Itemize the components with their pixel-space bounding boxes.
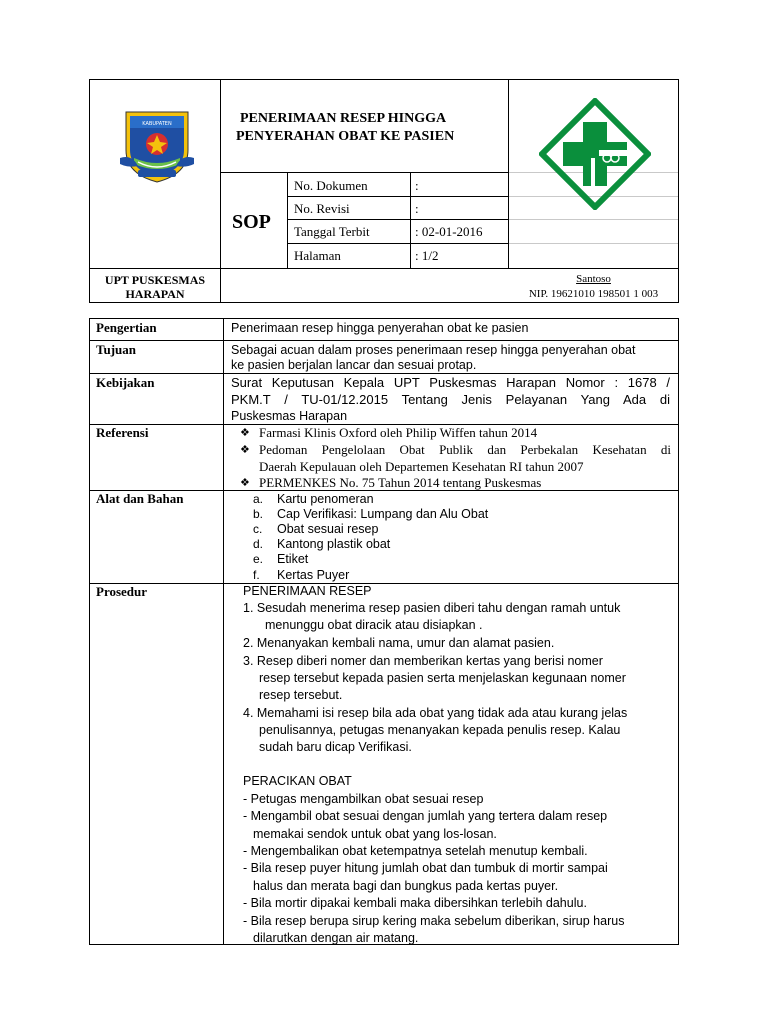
section-label-referensi: Referensi [96,425,149,440]
alat-marker-c: c. [253,522,263,536]
alat-item-b: Cap Verifikasi: Lumpang dan Alu Obat [277,507,489,521]
section-label-kebijakan: Kebijakan [96,375,155,390]
referensi-item-1: Farmasi Klinis Oxford oleh Philip Wiffen tahun 2014 [259,425,538,440]
tujuan-line1: Sebagai acuan dalam proses penerimaan resep hingga penyerahan obat [231,343,636,357]
doc-field-label-2: No. Revisi [294,201,350,216]
prosedur-step-3-line1: 3. Resep diberi nomer dan memberikan kertas yang berisi nomer [243,654,603,668]
section-label-prosedur: Prosedur [96,584,148,599]
referensi-item-2-line1: Pedoman Pengelolaan Obat Publik dan Perbekalan Kesehatan di [259,442,671,457]
peracikan-step-4-line1: - Bila resep puyer hitung jumlah obat dan tumbuk di mortir sampai [243,861,608,875]
doc-field-value-2: : [415,201,419,216]
prosedur-step-4-line2: penulisannya, petugas menanyakan kepada penulis resep. Kalau [259,723,621,737]
org-name-line1: UPT PUSKESMAS [104,273,206,287]
doc-field-label-1: No. Dokumen [294,178,368,193]
page-title-line1: PENERIMAAN RESEP HINGGA [240,111,447,126]
puskesmas-cross-logo-icon [539,98,651,210]
prosedur-subtitle-penerimaan: PENERIMAAN RESEP [243,584,372,598]
doc-field-value-4: : 1/2 [415,248,439,263]
kebijakan-line3: Puskesmas Harapan [231,409,348,423]
kebijakan-line1: Surat Keputusan Kepala UPT Puskesmas Harapan Nomor : 1678 / [231,375,670,390]
doc-field-value-1: : [415,178,419,193]
alat-marker-b: b. [253,507,264,521]
tujuan-line2: ke pasien berjalan lancar dan sesuai protap. [231,358,477,372]
referensi-item-3: PERMENKES No. 75 Tahun 2014 tentang Puskesmas [259,475,542,490]
section-label-alat-bahan: Alat dan Bahan [96,491,184,506]
peracikan-step-2-line2: memakai sendok untuk obat yang los-losan. [253,827,497,841]
peracikan-step-3: - Mengembalikan obat ketempatnya setelah menutup kembali. [243,844,588,858]
diamond-bullet-icon: ❖ [240,477,250,489]
peracikan-step-1: - Petugas mengambilkan obat sesuai resep [243,792,484,806]
section-label-pengertian: Pengertian [96,320,157,335]
page-title-line2: PENYERAHAN OBAT KE PASIEN [236,129,455,144]
alat-marker-d: d. [253,537,264,551]
diamond-bullet-icon: ❖ [240,444,250,456]
signer-name: Santoso [576,273,611,285]
alat-item-c: Obat sesuai resep [277,522,379,536]
org-name-line2: HARAPAN [125,287,185,301]
prosedur-step-3-line2: resep tersebut kepada pasien serta menjelaskan kegunaan nomer [259,671,626,685]
prosedur-step-4-line1: 4. Memahami isi resep bila ada obat yang tidak ada atau kurang jelas [243,706,628,720]
alat-marker-e: e. [253,552,264,566]
section-label-tujuan: Tujuan [96,342,136,357]
doc-field-value-3: : 02-01-2016 [415,224,483,239]
prosedur-subtitle-peracikan: PERACIKAN OBAT [243,774,352,788]
referensi-item-2-line2: Daerah Kepulauan oleh Departemen Kesehatan RI tahun 2007 [259,459,584,474]
alat-marker-f: f. [253,568,260,582]
prosedur-step-1-line1: 1. Sesudah menerima resep pasien diberi tahu dengan ramah untuk [243,601,621,615]
peracikan-step-6-line1: - Bila resep berupa sirup kering maka sebelum diberikan, sirup harus [243,914,625,928]
pengertian-text: Penerimaan resep hingga penyerahan obat ke pasien [231,321,529,335]
svg-text:KABUPATEN: KABUPATEN [142,121,172,127]
prosedur-step-2: 2. Menanyakan kembali nama, umur dan alamat pasien. [243,636,555,650]
alat-item-e: Etiket [277,552,309,566]
alat-item-d: Kantong plastik obat [277,537,391,551]
alat-item-f: Kertas Puyer [277,568,350,582]
peracikan-step-6-line2: dilarutkan dengan air matang. [253,931,419,945]
peracikan-step-2-line1: - Mengambil obat sesuai dengan jumlah yang tertera dalam resep [243,809,608,823]
prosedur-step-1-line2: menunggu obat diracik atau disiapkan . [265,618,483,632]
alat-marker-a: a. [253,492,264,506]
prosedur-step-3-line3: resep tersebut. [259,688,343,702]
prosedur-step-4-line3: sudah baru dicap Verifikasi. [259,740,412,754]
doc-field-label-3: Tanggal Terbit [294,224,370,239]
diamond-bullet-icon: ❖ [240,427,250,439]
peracikan-step-4-line2: halus dan merata bagi dan bungkus pada kertas puyer. [253,879,559,893]
kebijakan-line2: PKM.T / TU-01/12.2015 Tentang Jenis Pelayanan Yang Ada di [231,392,670,407]
signer-nip: NIP. 19621010 198501 1 003 [528,288,659,300]
doc-field-label-4: Halaman [294,248,341,263]
peracikan-step-5: - Bila mortir dipakai kembali maka dibersihkan terlebih dahulu. [243,896,587,910]
alat-item-a: Kartu penomeran [277,492,374,506]
regional-emblem-icon [120,106,194,184]
sop-label: SOP [232,211,271,233]
